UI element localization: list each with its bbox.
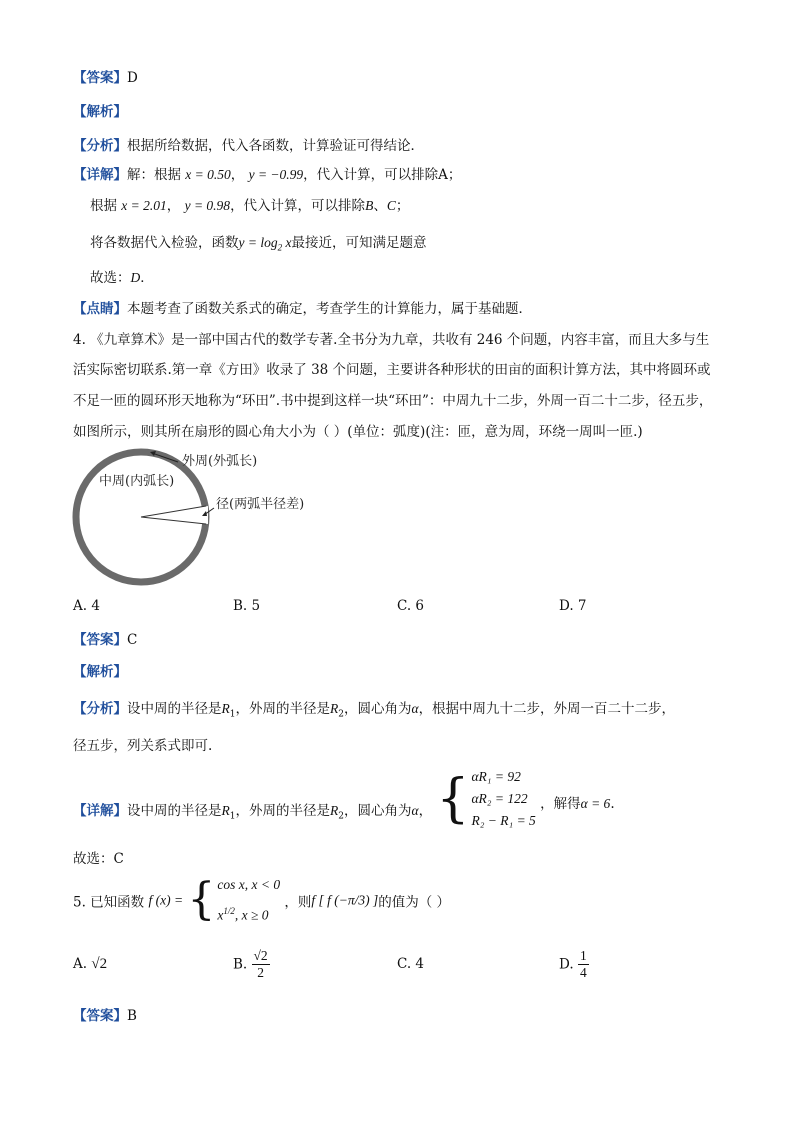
q5-piecewise: { cos x, x < 0 $x^{1/2}$, x ≥ 0: [187, 872, 280, 929]
q4-option-d[interactable]: D. 7: [559, 598, 587, 614]
q5-option-b[interactable]: B. $\frac{√2}{2}$: [233, 948, 268, 980]
q3-detail-1: 【详解】解：根据 x = 0.50， y = −0.99，代入计算，可以排除A；: [73, 167, 462, 183]
eq-2: αR₂ = 122: [471, 791, 528, 806]
q4-detail: 【详解】设中周的半径是$R_1$，外周的半径是$R_2$，圆心角为α， { αR₁ = 92 αR₂ = 122 R₂ − R₁ = 5 ，解得α = 6.: [73, 766, 615, 832]
q3-detail-2: 根据 x = 2.01， y = 0.98，代入计算，可以排除B、C；: [90, 198, 410, 214]
q4-option-c[interactable]: C. 6: [397, 598, 425, 614]
q4-option-b[interactable]: B. 5: [233, 598, 261, 614]
q4-fenxi-1: 【分析】设中周的半径是$R_1$，外周的半径是$R_2$，圆心角为α，根据中周九十二步，外周一百二十二步，: [73, 701, 676, 720]
q4-stem-line-4: 如图所示，则其所在扇形的圆心角大小为（ ）(单位：弧度)(注：匝，意为周，环绕一周叫一匝.): [73, 424, 643, 440]
q5-option-d[interactable]: D. $\frac{1}{4}$: [559, 948, 587, 980]
q4-choose: 故选：C: [73, 851, 124, 867]
q3-answer-line: [73, 66, 138, 86]
q3-fenxi: 【分析】根据所给数据，代入各函数，计算验证可得结论．: [73, 138, 424, 154]
equation-system: { αR₁ = 92 αR₂ = 122 R₂ − R₁ = 5: [436, 766, 535, 832]
q3-detail-3: 将各数据代入检验，函数$y = \log_2 x$最接近，可知满足题意: [90, 235, 427, 253]
q4-stem-line-2: 活实际密切联系.第一章《方田》收录了 38 个问题，主要讲各种形状的田亩的面积计算方法，其中将圆环或: [73, 362, 711, 378]
q3-answer-value: D: [127, 70, 138, 86]
q5-stem: 5. 已知函数 f (x) = { cos x, x < 0 $x^{1/2}$, x ≥ 0 ，则f [ f (−π/3) ]的值为（ ）: [73, 872, 450, 929]
q5-fx: f (x) =: [148, 892, 184, 908]
analysis-tag: 解析: [86, 104, 114, 120]
q4-answer-value: C: [127, 632, 138, 648]
q5-option-a[interactable]: A. √2: [73, 956, 108, 972]
q5-expression: f [ f (−π/3) ]: [311, 892, 379, 908]
q3-dianjing: 【点睛】本题考查了函数关系式的确定，考查学生的计算能力，属于基础题．: [73, 301, 532, 317]
q4-stem-line-3: 不足一匝的圆环形天地称为“环田”.书中提到这样一块“环田”：中周九十二步，外周一百二十二步，径五步，: [73, 393, 713, 409]
q5-answer-line: 【答案】B: [73, 1008, 137, 1024]
q5-case-1: cos x, x < 0: [217, 877, 281, 892]
label-radial: 径(两弧半径差): [216, 497, 305, 512]
q4-result: α = 6: [580, 796, 611, 811]
eq-3: R₂ − R₁ = 5: [471, 813, 536, 828]
q3-analysis-heading: 【解析】: [73, 104, 127, 120]
q4-fenxi-2: 径五步，列关系式即可.: [73, 738, 213, 754]
ring-field-figure: [66, 448, 346, 598]
q4-answer-line: 【答案】C: [73, 632, 138, 648]
answer-tag: 【答案】: [73, 70, 127, 86]
q3-detail-4: 故选：D．: [90, 270, 154, 286]
label-inner: 中周(内弧长): [99, 474, 175, 489]
label-outer: 外周(外弧长): [182, 454, 258, 469]
q4-analysis-heading: 【解析】: [73, 664, 127, 680]
q5-answer-value: B: [127, 1008, 137, 1024]
q5-option-c[interactable]: C. 4: [397, 956, 425, 972]
q4-stem-line-1: 4. 《九章算术》是一部中国古代的数学专著.全书分为九章，共收有 246 个问题，内容丰富，而且大多与生: [73, 332, 710, 348]
q5-case-2: $x^{1/2}$, x ≥ 0: [217, 906, 269, 923]
eq-1: αR₁ = 92: [471, 769, 521, 784]
q4-option-a[interactable]: A. 4: [73, 598, 100, 614]
